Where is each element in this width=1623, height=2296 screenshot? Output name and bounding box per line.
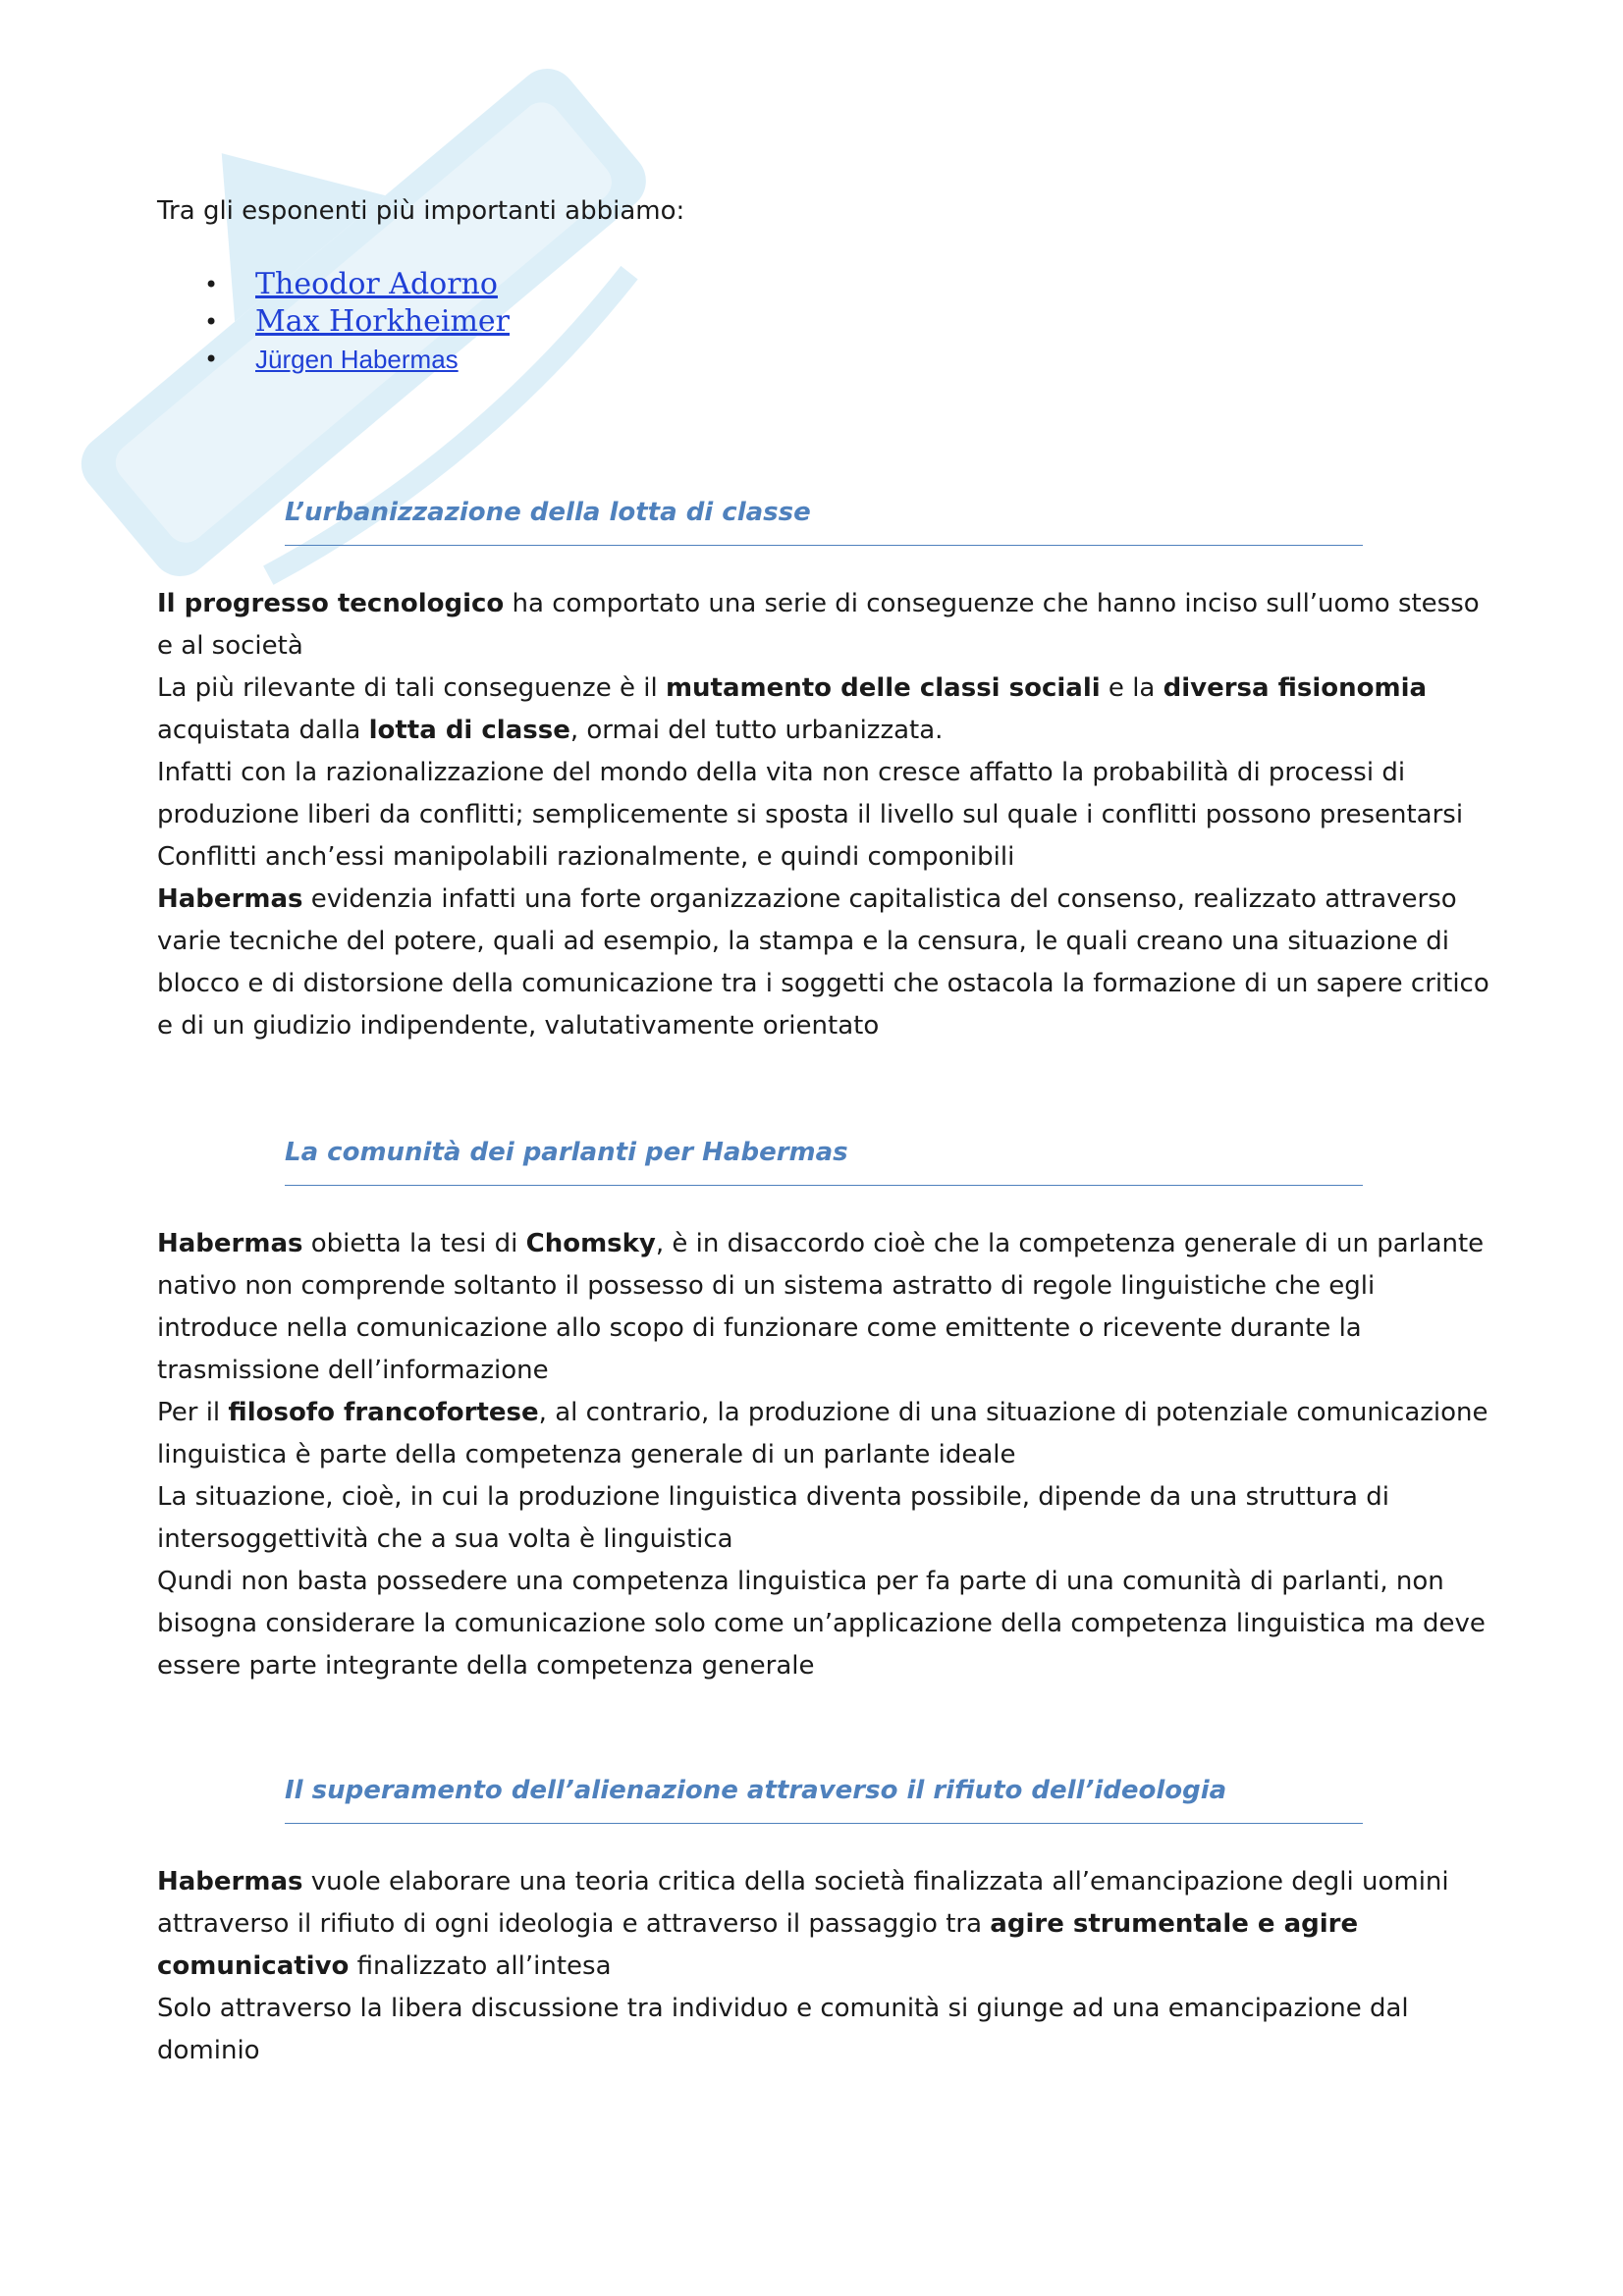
section-body [157, 1223, 1492, 1687]
paragraph [157, 1476, 1492, 1561]
list-item [157, 266, 1492, 303]
text-run: , al contrario, la produzione di una situazione di potenziale comunicazione linguistica è parte della competenza generale di un parlante ideale [157, 1398, 1488, 1469]
paragraph [157, 752, 1492, 836]
text-run: , è in disaccordo cioè che la competenza generale di un parlante nativo non comprende soltanto il possesso di un sistema astratto di regole linguistiche che egli introduce nella comunicazione allo scopo di funzionare come emittente o ricevente durante la trasmissione dell’informazione [157, 1229, 1485, 1385]
bold-text: lotta di classe [368, 716, 570, 745]
text-run: evidenzia infatti una forte organizzazione capitalistica del consenso, realizzato attraverso varie tecniche del potere, quali ad esempio, la stampa e la censura, le quali creano una situazione di blocco e di distorsione della comunicazione tra i soggetti che ostacola la formazione di un sapere critico e di un giudizio indipendente, valutativamente orientato [157, 884, 1489, 1041]
section-comunita-parlanti [157, 1138, 1492, 1687]
section-heading: Il superamento dell’alienazione attraverso il rifiuto dell’ideologia [285, 1776, 1363, 1824]
paragraph [157, 879, 1492, 1047]
exponents-list [157, 266, 1492, 378]
text-run: ha comportato una serie di conseguenze che hanno inciso sull’uomo stesso e al società [157, 589, 1480, 661]
paragraph [157, 1988, 1492, 2072]
text-run: vuole elaborare una teoria critica della società finalizzata all’emancipazione degli uomini attraverso il rifiuto di ogni ideologia e attraverso il passaggio tra [157, 1867, 1449, 1939]
text-run: La situazione, cioè, in cui la produzione linguistica diventa possibile, dipende da una struttura di intersoggettività che a sua volta è linguistica [157, 1482, 1389, 1554]
bold-text: Chomsky [525, 1229, 656, 1258]
text-run: Per il [157, 1398, 229, 1427]
paragraph [157, 1861, 1492, 1988]
text-run: Qundi non basta possedere una competenza linguistica per fa parte di una comunità di parlanti, non bisogna considerare la comunicazione solo come un’applicazione della competenza linguistica ma deve essere parte integrante della competenza generale [157, 1567, 1486, 1681]
bullet-icon: • [204, 308, 219, 336]
bold-text: Habermas [157, 1867, 303, 1896]
document-content [157, 191, 1492, 2072]
text-run: La più rilevante di tali conseguenze è il [157, 673, 666, 703]
paragraph [157, 583, 1492, 667]
section-heading: La comunità dei parlanti per Habermas [285, 1138, 1363, 1186]
text-run: finalizzato all’intesa [349, 1951, 612, 1981]
text-run: , ormai del tutto urbanizzata. [569, 716, 944, 745]
bullet-icon: • [204, 346, 219, 373]
section-body [157, 1861, 1492, 2072]
text-run: Solo attraverso la libera discussione tra individuo e comunità si giunge ad una emancipazione dal dominio [157, 1994, 1409, 2065]
section-urbanizzazione [157, 498, 1492, 1047]
paragraph [157, 836, 1492, 879]
section-heading: L’urbanizzazione della lotta di classe [285, 498, 1363, 546]
text-run: Infatti con la razionalizzazione del mondo della vita non cresce affatto la probabilità di processi di produzione liberi da conflitti; semplicemente si sposta il livello sul quale i conflitti possono presentarsi [157, 758, 1464, 829]
intro-text: Tra gli esponenti più importanti abbiamo: [157, 196, 685, 226]
text-run: Conflitti anch’essi manipolabili razionalmente, e quindi componibili [157, 842, 1015, 872]
list-item [157, 303, 1492, 341]
paragraph [157, 1561, 1492, 1687]
paragraph [157, 1392, 1492, 1476]
bold-text: Il progresso tecnologico [157, 589, 505, 618]
text-run: obietta la tesi di [302, 1229, 526, 1258]
link-horkheimer[interactable]: Max Horkheimer [255, 304, 511, 339]
bold-text: agire strumentale e agire comunicativo [157, 1909, 1359, 1981]
paragraph [157, 1223, 1492, 1392]
bold-text: Habermas [157, 1229, 303, 1258]
list-item [157, 341, 1492, 378]
link-adorno[interactable]: Theodor Adorno [255, 267, 498, 301]
bullet-icon: • [204, 271, 219, 298]
text-run: acquistata dalla [157, 716, 369, 745]
section-body [157, 583, 1492, 1047]
paragraph [157, 667, 1492, 752]
section-superamento-alienazione [157, 1776, 1492, 2072]
bold-text: Habermas [157, 884, 303, 914]
bold-text: mutamento delle classi sociali [665, 673, 1101, 703]
link-habermas[interactable]: Jürgen Habermas [255, 345, 459, 374]
text-run: e la [1100, 673, 1163, 703]
bold-text: diversa fisionomia [1163, 673, 1428, 703]
bold-text: filosofo francofortese [228, 1398, 539, 1427]
